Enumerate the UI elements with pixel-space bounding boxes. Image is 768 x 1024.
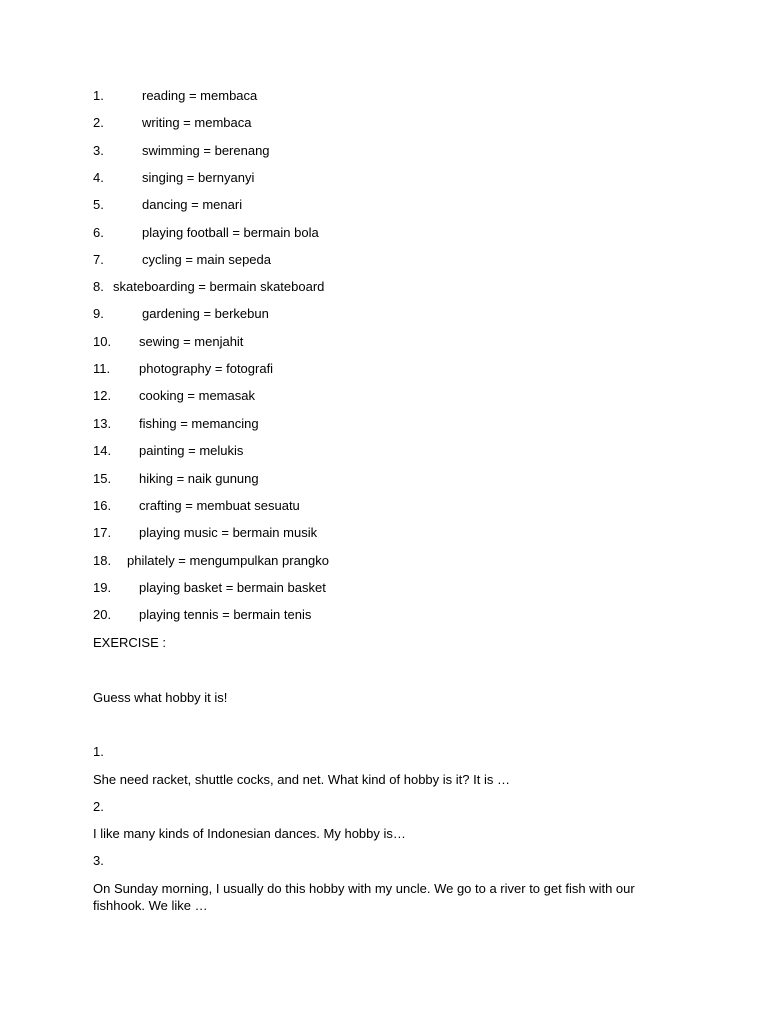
vocab-item <box>93 498 300 514</box>
vocab-item <box>93 553 329 569</box>
vocab-text: cooking = memasak <box>139 388 255 403</box>
vocab-number: 3. <box>93 143 104 158</box>
vocab-item <box>93 306 269 322</box>
vocab-number: 16. <box>93 498 112 513</box>
vocab-number: 11. <box>93 361 111 376</box>
vocab-text: playing music = bermain musik <box>139 525 318 540</box>
vocab-number: 18. <box>93 553 112 568</box>
vocab-text: singing = bernyanyi <box>142 170 255 185</box>
vocab-item <box>93 416 259 432</box>
vocab-text: playing football = bermain bola <box>142 225 319 240</box>
vocab-number: 7. <box>93 252 104 267</box>
vocab-item <box>93 170 254 186</box>
exercise-instruction: Guess what hobby it is! <box>93 690 228 705</box>
vocab-text: reading = membaca <box>142 88 258 103</box>
vocab-item <box>93 279 324 295</box>
vocab-number: 6. <box>93 225 104 240</box>
vocab-text: sewing = menjahit <box>139 334 244 349</box>
vocab-number: 19. <box>93 580 112 595</box>
vocab-text: skateboarding = bermain skateboard <box>113 279 325 294</box>
vocab-item <box>93 143 270 159</box>
vocab-number: 4. <box>93 170 104 185</box>
vocab-number: 20. <box>93 607 112 622</box>
question-text: I like many kinds of Indonesian dances. My hobby is… <box>93 826 406 841</box>
vocab-number: 13. <box>93 416 112 431</box>
vocab-text: crafting = membuat sesuatu <box>139 498 300 513</box>
vocab-number: 1. <box>93 88 104 103</box>
vocab-text: cycling = main sepeda <box>142 252 271 267</box>
question-number: 3. <box>93 853 104 868</box>
vocab-item <box>93 443 243 459</box>
vocab-number: 5. <box>93 197 104 212</box>
vocab-text: painting = melukis <box>139 443 244 458</box>
vocab-text: hiking = naik gunung <box>139 471 259 486</box>
vocab-item <box>93 388 255 404</box>
vocab-item <box>93 471 259 487</box>
vocab-item <box>93 225 319 241</box>
vocab-number: 14. <box>93 443 112 458</box>
question-number: 2. <box>93 799 104 814</box>
vocab-text: fishing = memancing <box>139 416 259 431</box>
vocab-number: 9. <box>93 306 104 321</box>
vocab-item <box>93 525 317 541</box>
question-number: 1. <box>93 744 104 759</box>
vocab-item <box>93 88 257 104</box>
vocab-text: dancing = menari <box>142 197 243 212</box>
vocab-item <box>93 580 326 596</box>
question-text: On Sunday morning, I usually do this hobby with my uncle. We go to a river to get fish with our fishhook. We like … <box>93 881 635 913</box>
exercise-heading: EXERCISE : <box>93 635 166 650</box>
vocab-number: 12. <box>93 388 112 403</box>
vocab-number: 2. <box>93 115 104 130</box>
vocab-text: writing = membaca <box>142 115 252 130</box>
vocab-text: playing tennis = bermain tenis <box>139 607 312 622</box>
vocab-text: philately = mengumpulkan prangko <box>127 553 329 568</box>
vocab-item <box>93 252 271 268</box>
question-text: She need racket, shuttle cocks, and net. What kind of hobby is it? It is … <box>93 772 510 787</box>
vocab-item <box>93 607 311 623</box>
vocab-text: swimming = berenang <box>142 143 270 158</box>
vocab-text: gardening = berkebun <box>142 306 269 321</box>
vocab-text: photography = fotografi <box>139 361 274 376</box>
vocab-number: 10. <box>93 334 112 349</box>
vocab-number: 8. <box>93 279 104 294</box>
vocab-item <box>93 334 243 350</box>
vocab-item <box>93 115 251 131</box>
vocab-item <box>93 361 273 377</box>
vocab-text: playing basket = bermain basket <box>139 580 326 595</box>
vocab-item <box>93 197 242 213</box>
vocab-number: 15. <box>93 471 112 486</box>
vocab-number: 17. <box>93 525 112 540</box>
